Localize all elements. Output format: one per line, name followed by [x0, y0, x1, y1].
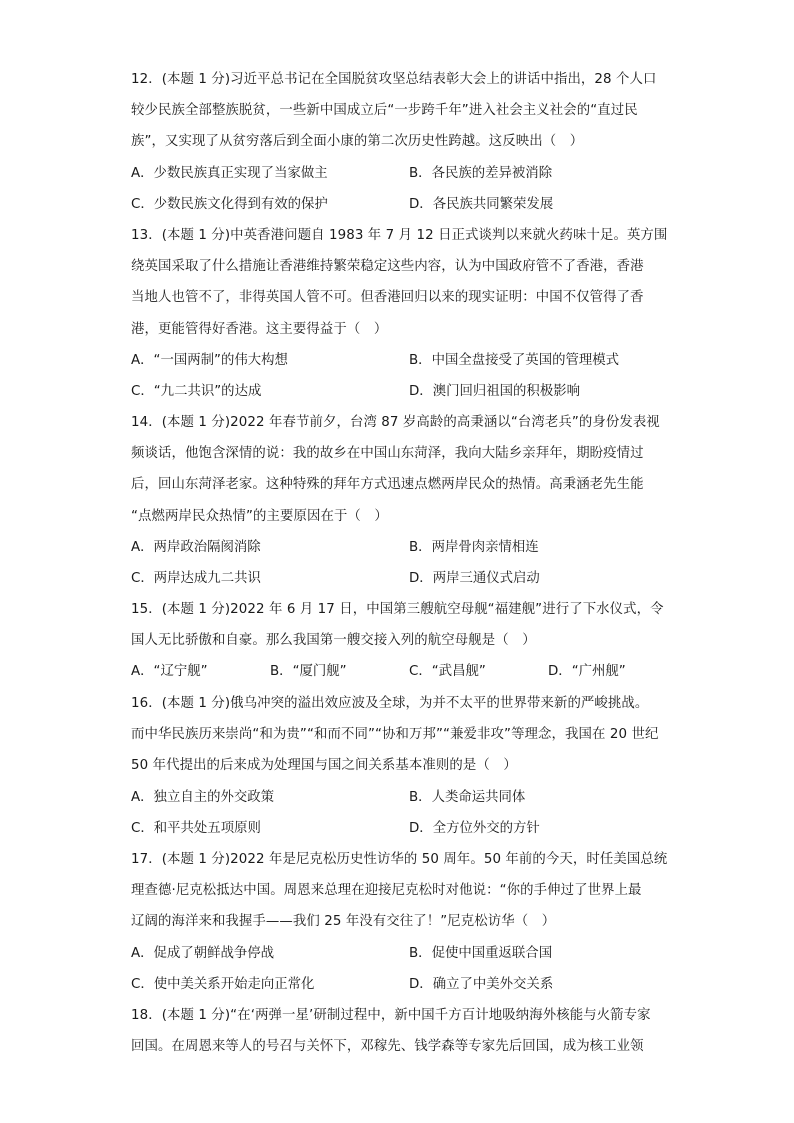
option-a[interactable]: A．“一国两制”的伟大构想	[131, 352, 288, 368]
option-b[interactable]: B．促使中国重返联合国	[409, 945, 553, 961]
option-d[interactable]: D．各民族共同繁荣发展	[409, 196, 554, 212]
option-a[interactable]: A．少数民族真正实现了当家做主	[131, 165, 328, 181]
option-b[interactable]: B．“厦门舰”	[270, 664, 347, 680]
options-row	[131, 532, 667, 563]
option-d[interactable]: D．澳门回归祖国的积极影响	[409, 383, 580, 399]
question-text-line: 15．(本题 1 分)2022 年 6 月 17 日，中国第三艘航空母舰“福建舰”进行了下水仪式，令	[131, 602, 664, 617]
option-b[interactable]: B．两岸骨肉亲情相连	[409, 539, 539, 555]
options-row	[131, 813, 667, 844]
question-text-line: 国人无比骄傲和自豪。那么我国第一艘交接入列的航空母舰是（ ）	[131, 633, 536, 649]
question-text-line: “点燃两岸民众热情”的主要原因在于（ ）	[131, 508, 388, 524]
question-text-line: 频谈话，他饱含深情的说：我的故乡在中国山东菏泽，我向大陆乡亲拜年，期盼疫情过	[131, 446, 644, 462]
options-row	[131, 376, 667, 407]
option-c[interactable]: C．“武昌舰”	[409, 664, 486, 680]
question-16	[131, 688, 667, 844]
question-text-line: 16．(本题 1 分)俄乌冲突的溢出效应波及全球，为并不太平的世界带来新的严峻挑战。	[131, 696, 649, 711]
options-row	[131, 189, 667, 220]
question-text-line: 族”，又实现了从贫穷落后到全面小康的第二次历史性跨越。这反映出（ ）	[131, 134, 584, 150]
option-a[interactable]: A．促成了朝鲜战争停战	[131, 945, 275, 961]
option-a[interactable]: A．两岸政治隔阂消除	[131, 539, 261, 555]
option-d[interactable]: D．“广州舰”	[548, 664, 626, 680]
option-a[interactable]: A．独立自主的外交政策	[131, 789, 275, 805]
question-text-line: 后，回山东菏泽老家。这种特殊的拜年方式迅速点燃两岸民众的热情。高秉涵老先生能	[131, 477, 644, 493]
question-text-line: 14．(本题 1 分)2022 年春节前夕，台湾 87 岁高龄的高秉涵以“台湾老兵”的身份发表视	[131, 415, 660, 430]
question-18	[131, 1000, 667, 1062]
options-row	[131, 782, 667, 813]
options-row	[131, 969, 667, 1000]
question-text-line: 港，更能管得好香港。这主要得益于（ ）	[131, 321, 388, 337]
question-text-line: 辽阔的海洋来和我握手——我们 25 年没有交往了！”尼克松访华（ ）	[131, 914, 556, 930]
question-text-line: 回国。在周恩来等人的号召与关怀下，邓稼先、钱学森等专家先后回国，成为核工业领	[131, 1039, 644, 1055]
options-row	[131, 158, 667, 189]
question-text-line: 理查德·尼克松抵达中国。周恩来总理在迎接尼克松时对他说：“你的手伸过了世界上最	[131, 883, 642, 899]
question-text-line: 12．(本题 1 分)习近平总书记在全国脱贫攻坚总结表彰大会上的讲话中指出，28 个人口	[131, 72, 657, 87]
question-text-line: 17．(本题 1 分)2022 年是尼克松历史性访华的 50 周年。50 年前的今天，时任美国总统	[131, 852, 668, 867]
question-text-line: 而中华民族历来崇尚“和为贵”“和而不同”“协和万邦”“兼爱非攻”等理念，我国在 20 世纪	[131, 727, 659, 743]
options-row	[131, 563, 667, 594]
question-14	[131, 407, 667, 594]
options-row	[131, 345, 667, 376]
option-a[interactable]: A．“辽宁舰”	[131, 664, 208, 680]
question-17	[131, 844, 667, 1000]
question-15	[131, 594, 667, 688]
question-text-line: 较少民族全部整族脱贫，一些新中国成立后“一步跨千年”进入社会主义社会的“直过民	[131, 103, 638, 119]
question-text-line: 当地人也管不了，非得英国人管不可。但香港回归以来的现实证明：中国不仅管得了香	[131, 290, 644, 306]
option-d[interactable]: D．确立了中美外交关系	[409, 976, 554, 992]
question-text-line: 绕英国采取了什么措施让香港维持繁荣稳定这些内容，认为中国政府管不了香港，香港	[131, 259, 644, 275]
option-b[interactable]: B．中国全盘接受了英国的管理模式	[409, 352, 620, 368]
option-b[interactable]: B．各民族的差异被消除	[409, 165, 553, 181]
option-c[interactable]: C．“九二共识”的达成	[131, 383, 262, 399]
option-d[interactable]: D．两岸三通仪式启动	[409, 570, 540, 586]
options-row	[131, 656, 667, 687]
option-d[interactable]: D．全方位外交的方针	[409, 820, 540, 836]
question-12	[131, 64, 667, 220]
question-text-line: 50 年代提出的后来成为处理国与国之间关系基本准则的是（ ）	[131, 758, 517, 774]
options-row	[131, 938, 667, 969]
option-c[interactable]: C．两岸达成九二共识	[131, 570, 261, 586]
option-c[interactable]: C．和平共处五项原则	[131, 820, 261, 836]
option-c[interactable]: C．使中美关系开始走向正常化	[131, 976, 315, 992]
question-text-line: 18．(本题 1 分)“在‘两弹一星’研制过程中，新中国千方百计地吸纳海外核能与火箭专家	[131, 1008, 651, 1023]
option-c[interactable]: C．少数民族文化得到有效的保护	[131, 196, 328, 212]
question-text-line: 13．(本题 1 分)中英香港问题自 1983 年 7 月 12 日正式谈判以来就火药味十足。英方围	[131, 228, 668, 243]
question-13	[131, 220, 667, 407]
option-b[interactable]: B．人类命运共同体	[409, 789, 526, 805]
